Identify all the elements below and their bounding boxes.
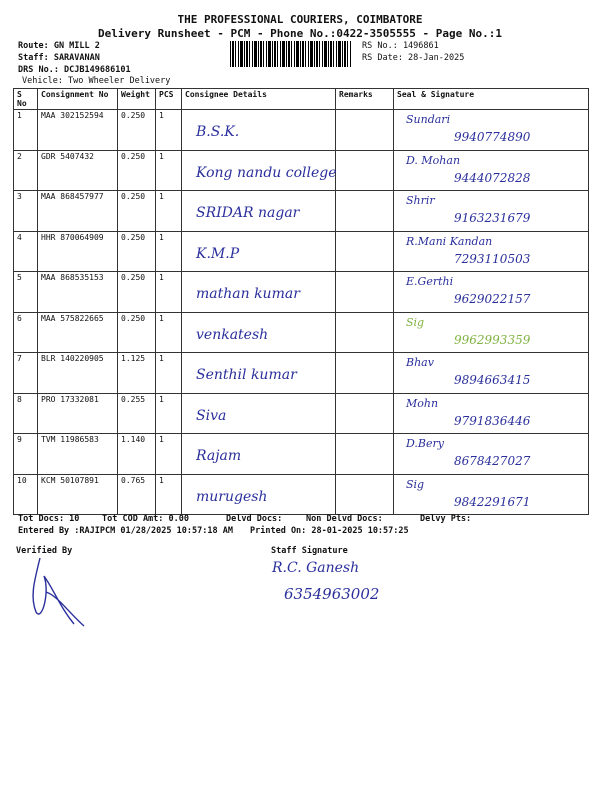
delivered-docs: Delvd Docs: (226, 514, 283, 524)
table-row (14, 312, 589, 353)
seal-signature (394, 191, 589, 232)
seal-signature (394, 150, 589, 191)
serial-number: 4 (14, 231, 38, 272)
signature-phone: 8678427027 (454, 454, 531, 468)
delivery-points: Delvy Pts: (420, 514, 472, 524)
table-header-row (14, 89, 589, 110)
consignment-number: MAA 302152594 (38, 110, 118, 151)
table-row (14, 150, 589, 191)
consignee-handwriting: Rajam (196, 448, 242, 464)
table-row (14, 434, 589, 475)
weight: 0.250 (118, 110, 156, 151)
pieces: 1 (156, 110, 182, 151)
signature-name: Bhav (406, 356, 434, 369)
signature-name: D. Mohan (406, 153, 461, 167)
pieces: 1 (156, 191, 182, 232)
consignee-details (182, 393, 336, 434)
remarks (336, 434, 394, 475)
consignee-handwriting: murugesh (196, 488, 268, 505)
signature-phone: 9163231679 (454, 211, 531, 225)
signature-phone: 9842291671 (454, 494, 531, 509)
total-docs: Tot Docs: 10 (18, 514, 80, 524)
remarks (336, 191, 394, 232)
pieces: 1 (156, 312, 182, 353)
consignment-number: TVM 11986583 (38, 434, 118, 475)
non-delivered-docs: Non Delvd Docs: (306, 514, 383, 524)
remarks (336, 150, 394, 191)
serial-number: 6 (14, 312, 38, 353)
consignment-number: KCM 50107891 (38, 474, 118, 515)
remarks (336, 393, 394, 434)
weight: 0.250 (118, 272, 156, 313)
consignee-handwriting: Kong nandu college (196, 164, 337, 181)
consignment-number: MAA 868457977 (38, 191, 118, 232)
seal-signature (394, 434, 589, 475)
staff-signature-label: Staff Signature (271, 546, 348, 556)
weight: 1.125 (118, 353, 156, 394)
signature-name: Mohn (406, 396, 439, 410)
consignee-details (182, 353, 336, 394)
total-cod-amount: Tot COD Amt: 0.00 (102, 514, 189, 524)
pieces: 1 (156, 272, 182, 313)
seal-signature (394, 393, 589, 434)
consignment-number: HHR 870064909 (38, 231, 118, 272)
serial-number: 2 (14, 150, 38, 191)
table-row (14, 110, 589, 151)
route-label: Route: GN MILL 2 (18, 41, 100, 51)
signature-name: D.Bery (406, 437, 444, 450)
serial-number: 1 (14, 110, 38, 151)
signature-phone: 9894663415 (454, 373, 531, 387)
weight: 0.250 (118, 312, 156, 353)
column-header: Remarks (336, 89, 394, 110)
drs-label: DRS No.: DCJB149686101 (18, 65, 131, 75)
signature-name: Sig (406, 315, 425, 329)
consignment-number: MAA 575822665 (38, 312, 118, 353)
consignment-number: BLR 140220905 (38, 353, 118, 394)
consignee-handwriting: SRIDAR nagar (196, 205, 300, 221)
signature-name: R.Mani Kandan (406, 234, 493, 248)
remarks (336, 110, 394, 151)
staff-label: Staff: SARAVANAN (18, 53, 100, 63)
table-row (14, 393, 589, 434)
table-row (14, 191, 589, 232)
consignee-handwriting: B.S.K. (196, 124, 240, 140)
serial-number: 3 (14, 191, 38, 232)
printed-on: Printed On: 28-01-2025 10:57:25 (250, 526, 409, 536)
signature-phone: 9629022157 (454, 292, 531, 306)
verified-by-label: Verified By (16, 546, 73, 556)
remarks (336, 272, 394, 313)
signature-name: Sundari (406, 113, 451, 126)
seal-signature (394, 110, 589, 151)
signature-name: Shrir (406, 194, 435, 207)
remarks (336, 312, 394, 353)
serial-number: 9 (14, 434, 38, 475)
column-header: Seal & Signature (394, 89, 589, 110)
runsheet-subtitle: Delivery Runsheet - PCM - Phone No.:0422-3505555 - Page No.:1 (98, 27, 502, 40)
table-row (14, 272, 589, 313)
remarks (336, 474, 394, 515)
consignee-handwriting: Senthil kumar (196, 367, 297, 383)
signature-phone: 7293110503 (454, 251, 531, 266)
consignment-number: PRO 17332081 (38, 393, 118, 434)
weight: 0.250 (118, 191, 156, 232)
runsheet-title: THE PROFESSIONAL COURIERS, COIMBATORE (177, 13, 423, 26)
consignee-handwriting: K.M.P (196, 245, 240, 262)
pieces: 1 (156, 150, 182, 191)
column-header: Consignment No (38, 89, 118, 110)
consignee-details (182, 110, 336, 151)
weight: 0.255 (118, 393, 156, 434)
pieces: 1 (156, 393, 182, 434)
serial-number: 7 (14, 353, 38, 394)
consignment-number: GDR 5407432 (38, 150, 118, 191)
entered-by: Entered By :RAJIPCM 01/28/2025 10:57:18 AM (18, 526, 233, 536)
signature-phone: 9791836446 (454, 413, 531, 428)
column-header: Weight (118, 89, 156, 110)
weight: 0.250 (118, 231, 156, 272)
pieces: 1 (156, 353, 182, 394)
pieces: 1 (156, 434, 182, 475)
signature-phone: 9940774890 (454, 130, 531, 144)
weight: 1.140 (118, 434, 156, 475)
column-header: Consignee Details (182, 89, 336, 110)
remarks (336, 231, 394, 272)
seal-signature (394, 353, 589, 394)
column-header: PCS (156, 89, 182, 110)
table-row (14, 231, 589, 272)
consignee-details (182, 434, 336, 475)
serial-number: 10 (14, 474, 38, 515)
seal-signature (394, 474, 589, 515)
barcode (230, 41, 352, 67)
seal-signature (394, 312, 589, 353)
signature-name: E.Gerthi (406, 275, 454, 288)
consignee-details (182, 150, 336, 191)
consignee-details (182, 474, 336, 515)
consignee-details (182, 272, 336, 313)
pieces: 1 (156, 231, 182, 272)
pieces: 1 (156, 474, 182, 515)
weight: 0.250 (118, 150, 156, 191)
consignee-details (182, 312, 336, 353)
runsheet-table (13, 88, 589, 515)
consignment-number: MAA 868535153 (38, 272, 118, 313)
serial-number: 5 (14, 272, 38, 313)
consignee-details (182, 191, 336, 232)
consignee-handwriting: Siva (196, 407, 227, 424)
staff-signature-name: R.C. Ganesh (272, 560, 360, 576)
serial-number: 8 (14, 393, 38, 434)
remarks (336, 353, 394, 394)
signature-name: Sig (406, 477, 425, 491)
verifier-signature (24, 552, 104, 632)
column-header: S No (14, 89, 38, 110)
consignee-handwriting: mathan kumar (196, 286, 300, 302)
seal-signature (394, 231, 589, 272)
consignee-details (182, 231, 336, 272)
signature-phone: 9962993359 (454, 332, 531, 347)
signature-phone: 9444072828 (454, 170, 531, 185)
vehicle-label: Vehicle: Two Wheeler Delivery (22, 76, 171, 86)
rs-date: RS Date: 28-Jan-2025 (362, 53, 465, 63)
weight: 0.765 (118, 474, 156, 515)
rs-number: RS No.: 1496861 (362, 41, 439, 51)
consignee-handwriting: venkatesh (196, 326, 269, 343)
table-row (14, 353, 589, 394)
staff-signature-phone: 6354963002 (284, 585, 380, 603)
seal-signature (394, 272, 589, 313)
table-row (14, 474, 589, 515)
